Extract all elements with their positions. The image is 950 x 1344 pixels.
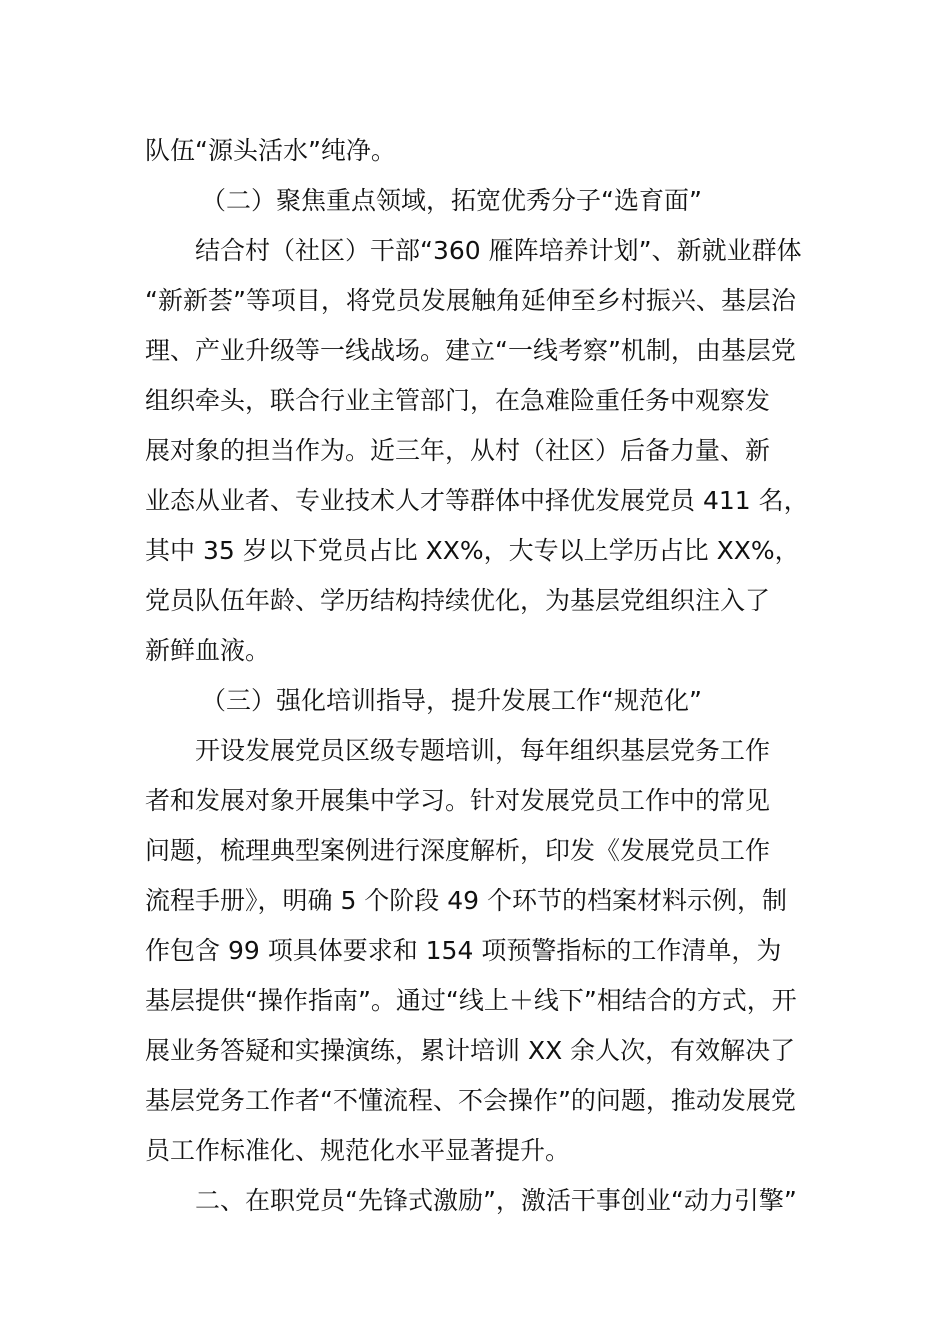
paragraph-line: 结合村（社区）干部“360 雁阵培养计划”、新就业群体 xyxy=(195,236,802,265)
paragraph-line: 基层提供“操作指南”。通过“线上＋线下”相结合的方式，开 xyxy=(145,986,797,1015)
paragraph-line: 开设发展党员区级专题培训，每年组织基层党务工作 xyxy=(195,736,771,765)
paragraph-line: 作包含 99 项具体要求和 154 项预警指标的工作清单，为 xyxy=(145,936,782,965)
paragraph-line: 展业务答疑和实操演练，累计培训 XX 余人次，有效解决了 xyxy=(145,1036,796,1065)
paragraph-line: 组织牵头，联合行业主管部门，在急难险重任务中观察发 xyxy=(145,386,771,415)
section-heading-3: （三）强化培训指导，提升发展工作“规范化” xyxy=(201,686,702,715)
paragraph-line: 基层党务工作者“不懂流程、不会操作”的问题，推动发展党 xyxy=(145,1086,796,1115)
paragraph-line: 党员队伍年龄、学历结构持续优化，为基层党组织注入了 xyxy=(145,586,771,615)
paragraph-line: 业态从业者、专业技术人才等群体中择优发展党员 411 名， xyxy=(145,486,809,515)
paragraph-line: 其中 35 岁以下党员占比 XX%，大专以上学历占比 XX%， xyxy=(145,536,800,565)
major-heading: 二、在职党员“先锋式激励”，激活干事创业“动力引擎” xyxy=(195,1186,797,1215)
paragraph-line: 队伍“源头活水”纯净。 xyxy=(145,136,396,165)
paragraph-line: 问题，梳理典型案例进行深度解析，印发《发展党员工作 xyxy=(145,836,771,865)
paragraph-line: 理、产业升级等一线战场。建立“一线考察”机制，由基层党 xyxy=(145,336,796,365)
paragraph-line: 流程手册》，明确 5 个阶段 49 个环节的档案材料示例，制 xyxy=(145,886,788,915)
paragraph-line: 员工作标准化、规范化水平显著提升。 xyxy=(145,1136,571,1165)
paragraph-line: 展对象的担当作为。近三年，从村（社区）后备力量、新 xyxy=(145,436,771,465)
paragraph-line: “新新荟”等项目，将党员发展触角延伸至乡村振兴、基层治 xyxy=(145,286,796,315)
section-heading-2: （二）聚焦重点领域，拓宽优秀分子“选育面” xyxy=(201,186,702,215)
document-body xyxy=(145,126,815,1226)
paragraph-line: 者和发展对象开展集中学习。针对发展党员工作中的常见 xyxy=(145,786,771,815)
paragraph-line: 新鲜血液。 xyxy=(145,636,271,665)
